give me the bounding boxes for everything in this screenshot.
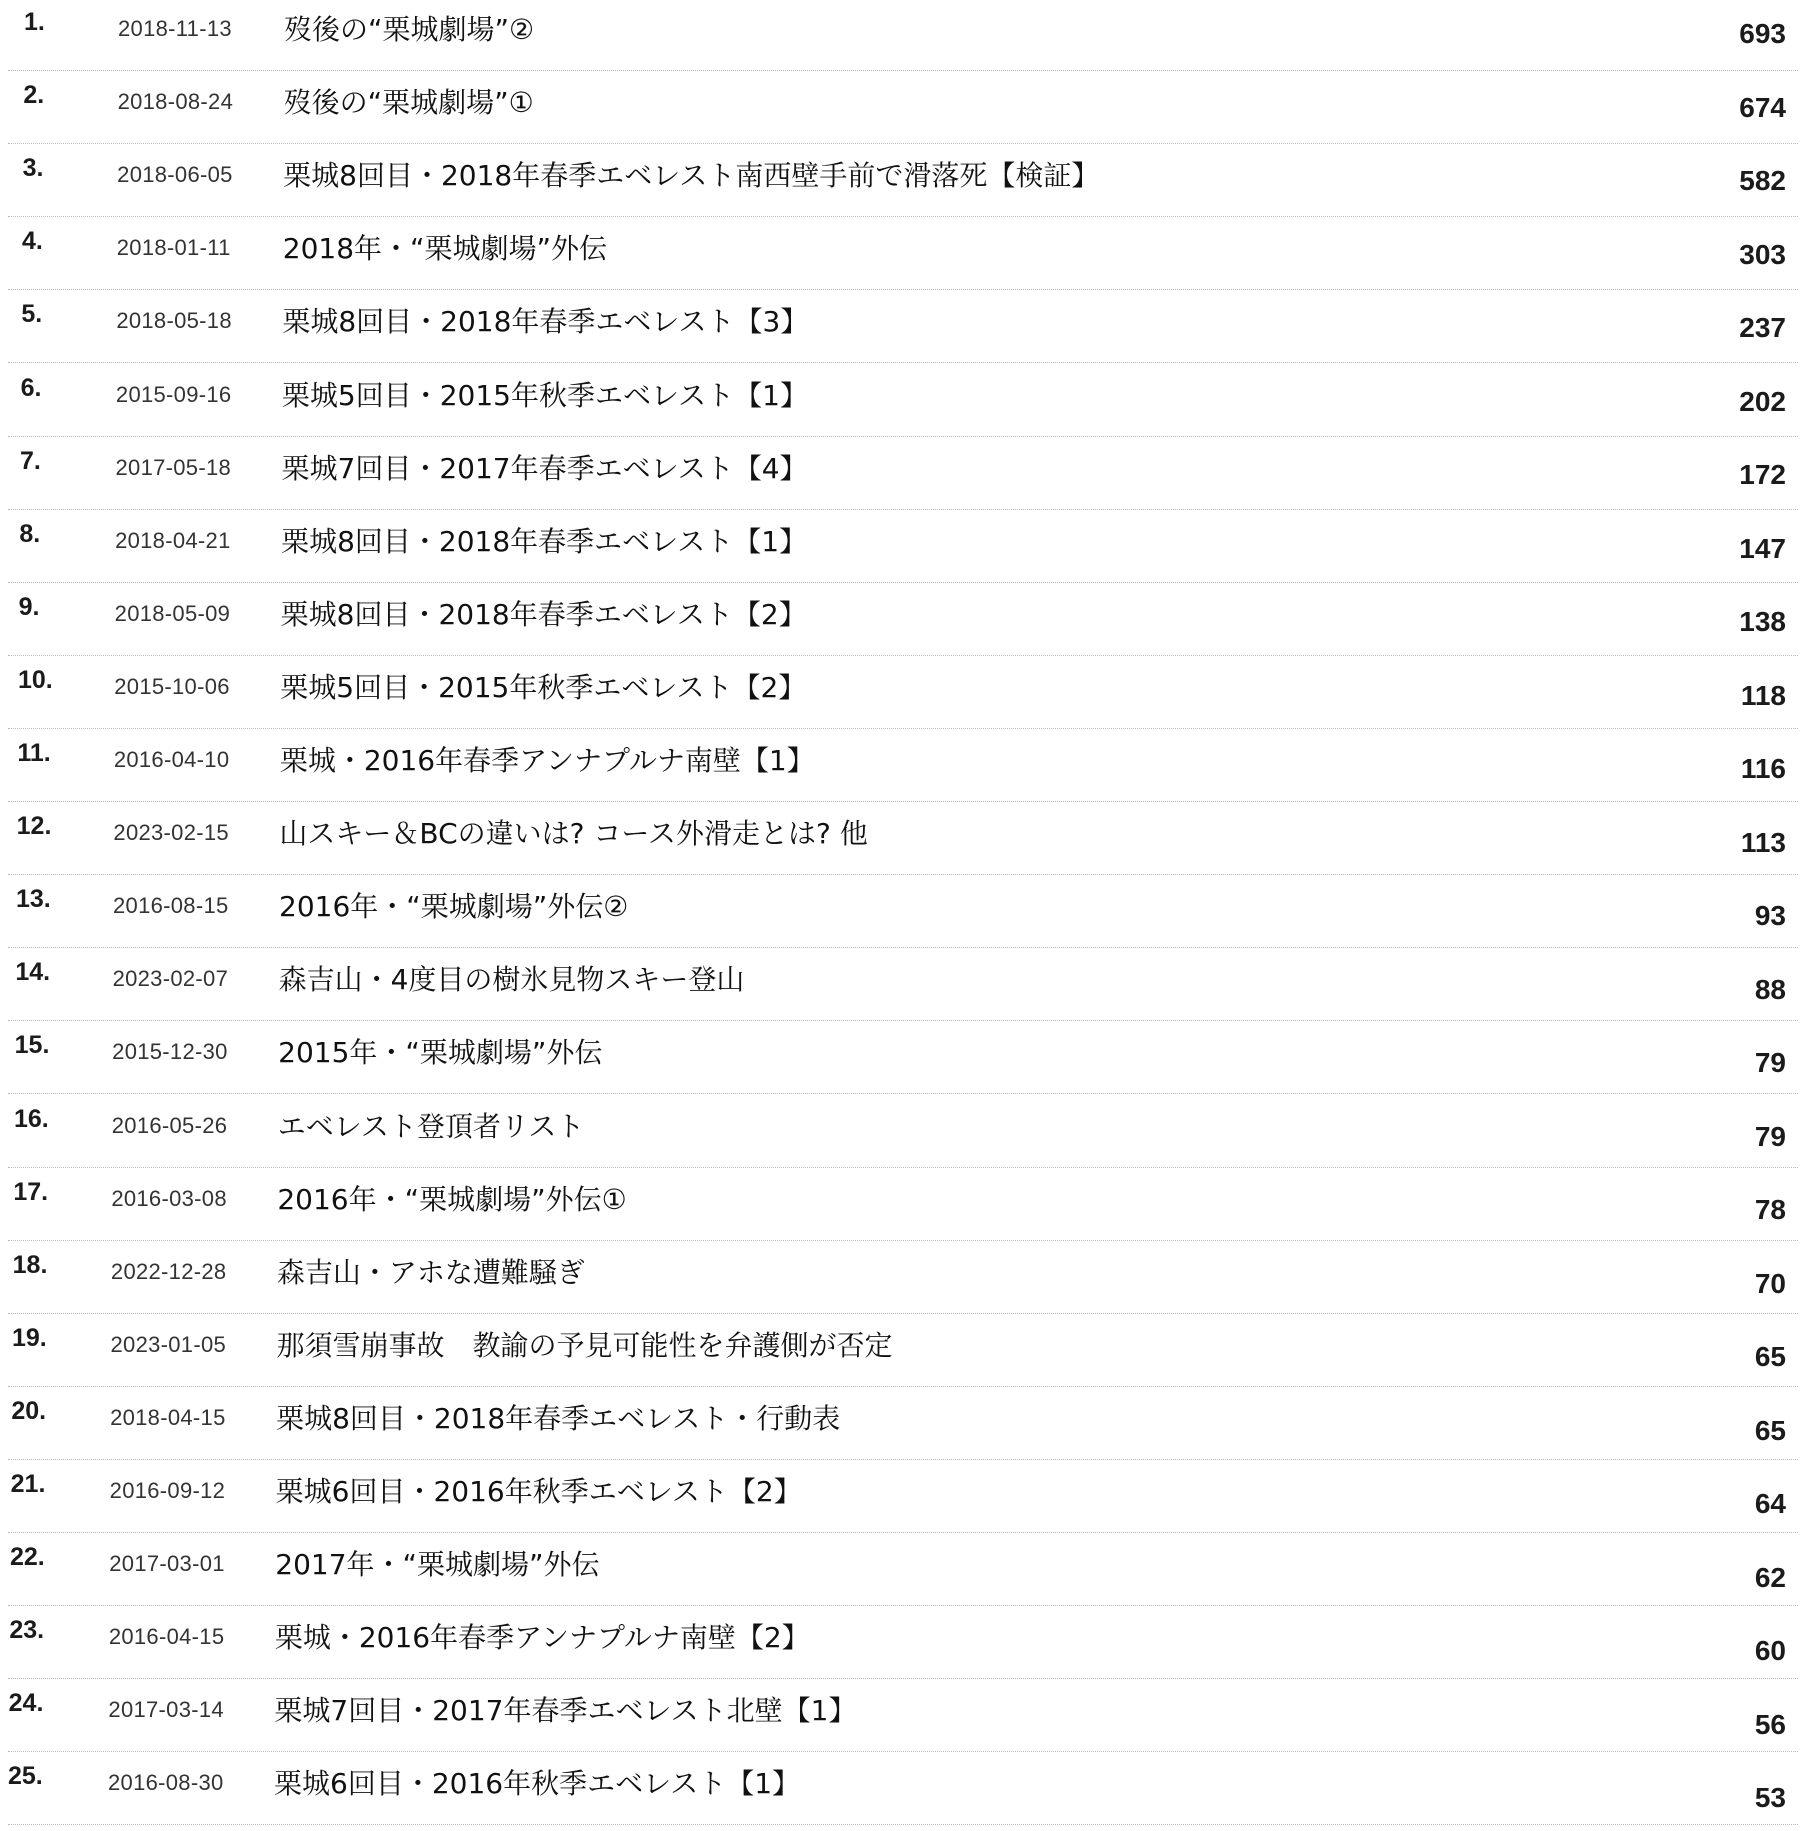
post-title-link[interactable]: 2017年・“栗城劇場”外伝 <box>275 1548 600 1582</box>
rank-number: 4. <box>22 227 43 256</box>
view-count: 65 <box>1754 1414 1786 1446</box>
ranking-row <box>0 516 1806 589</box>
view-count: 147 <box>1739 532 1786 564</box>
rank-number: 12. <box>16 812 52 841</box>
ranking-row <box>0 1247 1806 1320</box>
view-count: 62 <box>1754 1561 1786 1593</box>
post-title-link[interactable]: 栗城8回目・2018年春季エベレスト【3】 <box>282 305 809 339</box>
view-count: 113 <box>1740 826 1786 858</box>
rank-number: 24. <box>8 1689 44 1718</box>
post-title-link[interactable]: 栗城8回目・2018年春季エベレスト・行動表 <box>276 1401 841 1435</box>
view-count: 138 <box>1739 606 1786 638</box>
post-title-link[interactable]: 栗城6回目・2016年秋季エベレスト【1】 <box>274 1767 801 1801</box>
view-count: 116 <box>1740 753 1786 785</box>
post-date: 2018-05-09 <box>114 600 231 626</box>
post-date: 2015-09-16 <box>115 381 232 407</box>
ranking-row <box>0 662 1806 735</box>
rank-number: 7. <box>20 446 41 475</box>
ranking-row <box>0 1466 1806 1539</box>
ranking-row <box>0 735 1806 808</box>
view-count: 237 <box>1739 312 1786 344</box>
post-date: 2017-05-18 <box>115 454 232 480</box>
view-count: 64 <box>1754 1488 1786 1520</box>
ranking-row <box>0 589 1806 662</box>
post-date: 2016-08-30 <box>108 1770 224 1796</box>
rank-number: 8. <box>19 519 41 548</box>
ranking-row <box>0 954 1806 1027</box>
view-count: 172 <box>1739 459 1786 491</box>
view-count: 93 <box>1754 900 1786 932</box>
rank-number: 3. <box>22 154 44 183</box>
ranking-row <box>0 1612 1806 1685</box>
rank-number: 20. <box>11 1396 47 1425</box>
rank-number: 15. <box>14 1031 50 1060</box>
post-title-link[interactable]: 2016年・“栗城劇場”外伝② <box>279 890 629 924</box>
view-count: 65 <box>1754 1341 1786 1373</box>
post-title-link[interactable]: 栗城7回目・2017年春季エベレスト北壁【1】 <box>274 1694 857 1728</box>
post-title-link[interactable]: 栗城・2016年春季アンナプルナ南壁【1】 <box>279 744 815 777</box>
ranking-row <box>0 881 1806 954</box>
ranking-row <box>0 77 1806 150</box>
post-date: 2015-12-30 <box>112 1039 228 1065</box>
view-count: 202 <box>1739 385 1786 417</box>
post-date: 2016-05-26 <box>111 1112 228 1138</box>
post-title-link[interactable]: 栗城8回目・2018年春季エベレスト【2】 <box>280 597 807 631</box>
post-date: 2016-04-15 <box>108 1624 225 1650</box>
rank-number: 10. <box>18 665 53 694</box>
post-date: 2016-03-08 <box>111 1185 227 1211</box>
post-title-link[interactable]: 2016年・“栗城劇場”外伝① <box>277 1182 627 1216</box>
ranking-row <box>0 223 1806 296</box>
post-title-link[interactable]: 歿後の“栗城劇場”① <box>283 86 534 120</box>
post-date: 2018-05-18 <box>116 308 232 334</box>
post-title-link[interactable]: 山スキー＆BCの違いは? コース外滑走とは? 他 <box>279 817 868 851</box>
rank-number: 9. <box>18 592 40 621</box>
post-date: 2016-09-12 <box>109 1478 226 1503</box>
post-date: 2017-03-14 <box>108 1697 224 1723</box>
rank-number: 25. <box>8 1762 43 1791</box>
post-title-link[interactable]: 栗城8回目・2018年春季エベレスト【1】 <box>281 524 808 558</box>
post-title-link[interactable]: エベレスト登頂者リスト <box>277 1109 585 1143</box>
rank-number: 2. <box>23 81 45 110</box>
post-date: 2023-01-05 <box>110 1331 227 1357</box>
post-date: 2018-04-15 <box>110 1404 226 1430</box>
ranking-row <box>0 370 1806 443</box>
post-title-link[interactable]: 栗城8回目・2018年春季エベレスト南西壁手前で滑落死【検証】 <box>283 159 1100 193</box>
ranking-row <box>0 808 1806 881</box>
view-count: 70 <box>1754 1267 1786 1299</box>
rank-number: 16. <box>14 1104 49 1133</box>
ranking-row <box>0 1539 1806 1612</box>
rank-number: 21. <box>10 1470 46 1498</box>
rank-number: 13. <box>16 885 51 914</box>
post-date: 2018-08-24 <box>117 89 234 115</box>
post-date: 2016-08-15 <box>113 893 229 919</box>
rank-number: 23. <box>9 1616 45 1645</box>
post-title-link[interactable]: 那須雪崩事故 教諭の予見可能性を弁護側が否定 <box>276 1328 893 1362</box>
post-date: 2018-06-05 <box>117 162 233 188</box>
view-count: 88 <box>1754 973 1786 1005</box>
ranking-row <box>0 296 1806 369</box>
rank-number: 1. <box>24 8 45 36</box>
view-count: 303 <box>1739 238 1786 270</box>
rank-number: 6. <box>20 373 42 402</box>
post-title-link[interactable]: 栗城・2016年春季アンナプルナ南壁【2】 <box>274 1621 810 1655</box>
post-title-link[interactable]: 歿後の“栗城劇場”② <box>284 13 535 46</box>
ranking-row <box>0 1101 1806 1174</box>
rank-number: 18. <box>12 1250 48 1279</box>
post-date: 2018-04-21 <box>115 527 231 553</box>
view-count: 582 <box>1739 165 1786 197</box>
post-date: 2023-02-07 <box>112 966 229 992</box>
post-title-link[interactable]: 森吉山・4度目の樹氷見物スキー登山 <box>278 963 745 997</box>
view-count: 78 <box>1754 1194 1786 1226</box>
rank-number: 22. <box>10 1543 45 1572</box>
post-title-link[interactable]: 栗城7回目・2017年春季エベレスト【4】 <box>281 451 808 485</box>
view-count: 118 <box>1740 679 1786 711</box>
post-date: 2016-04-10 <box>113 747 230 772</box>
ranking-row <box>0 1027 1806 1100</box>
view-count: 56 <box>1754 1708 1786 1740</box>
rank-number: 19. <box>12 1323 47 1352</box>
post-date: 2023-02-15 <box>113 820 229 846</box>
ranking-row <box>0 4 1806 77</box>
view-count: 79 <box>1754 1047 1786 1079</box>
post-title-link[interactable]: 2018年・“栗城劇場”外伝 <box>282 232 608 266</box>
view-count: 674 <box>1739 91 1786 123</box>
rank-number: 5. <box>21 300 43 329</box>
post-title-link[interactable]: 栗城6回目・2016年秋季エベレスト【2】 <box>275 1475 802 1508</box>
view-count: 79 <box>1754 1120 1786 1152</box>
post-date: 2018-01-11 <box>116 235 231 261</box>
ranking-row <box>0 1320 1806 1393</box>
post-date: 2017-03-01 <box>109 1551 225 1577</box>
ranking-row <box>0 150 1806 223</box>
post-date: 2022-12-28 <box>110 1258 227 1284</box>
ranking-row <box>0 1174 1806 1247</box>
view-count: 693 <box>1739 18 1786 49</box>
view-count: 53 <box>1754 1782 1786 1814</box>
rank-number: 11. <box>17 739 51 767</box>
rank-number: 17. <box>13 1177 49 1206</box>
post-title-link[interactable]: 2015年・“栗城劇場”外伝 <box>278 1036 603 1070</box>
post-title-link[interactable]: 森吉山・アホな遭難騒ぎ <box>276 1255 585 1289</box>
post-title-link[interactable]: 栗城5回目・2015年秋季エベレスト【1】 <box>281 378 808 412</box>
ranking-row <box>0 443 1806 516</box>
ranking-row <box>0 1758 1806 1831</box>
ranking-row <box>0 1685 1806 1758</box>
view-count: 60 <box>1754 1635 1786 1667</box>
post-date: 2018-11-13 <box>118 16 232 41</box>
post-date: 2015-10-06 <box>114 673 230 699</box>
ranking-row <box>0 1393 1806 1466</box>
rank-number: 14. <box>15 958 51 987</box>
post-title-link[interactable]: 栗城5回目・2015年秋季エベレスト【2】 <box>280 670 807 704</box>
